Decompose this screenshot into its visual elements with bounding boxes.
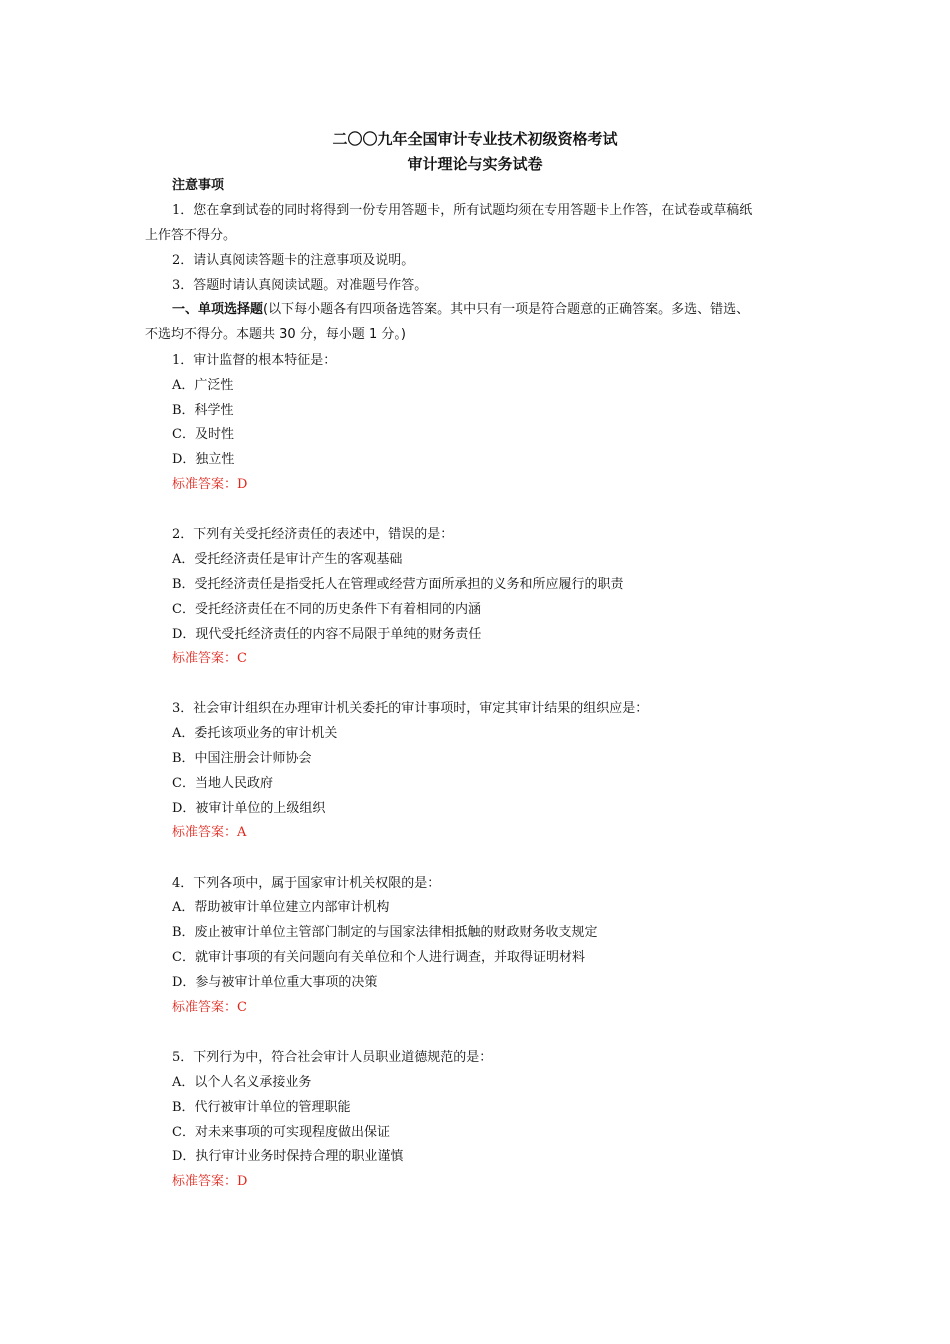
question-stem: 3．社会审计组织在办理审计机关委托的审计事项时，审定其审计结果的组织应是：	[172, 701, 649, 716]
answer-value: D	[237, 1174, 248, 1189]
answer-value: D	[237, 477, 248, 492]
exam-title: 二〇〇九年全国审计专业技术初级资格考试	[332, 130, 618, 148]
standard-answer	[172, 1000, 247, 1016]
question-stem: 1．审计监督的根本特征是：	[172, 353, 337, 368]
standard-answer	[172, 825, 246, 841]
question-stem: 5．下列行为中，符合社会审计人员职业道德规范的是：	[172, 1050, 493, 1065]
option: D．被审计单位的上级组织	[172, 801, 326, 816]
standard-answer	[172, 1174, 247, 1190]
option: C．当地人民政府	[172, 776, 273, 791]
option: B．科学性	[172, 403, 234, 418]
option: A．以个人名义承接业务	[172, 1075, 312, 1090]
option: A．广泛性	[172, 378, 234, 393]
answer-label: 标准答案：	[172, 825, 238, 840]
option: A．帮助被审计单位建立内部审计机构	[172, 900, 390, 915]
section-desc-cont: 不选均不得分。本题共 30 分，每小题 1 分。)	[145, 327, 406, 342]
exam-subtitle: 审计理论与实务试卷	[407, 155, 543, 173]
option: D．执行审计业务时保持合理的职业谨慎	[172, 1149, 404, 1164]
notice-item-1-cont: 上作答不得分。	[145, 228, 237, 243]
section-title: 一、单项选择题	[172, 302, 264, 317]
section-desc: (以下每小题各有四项备选答案。其中只有一项是符合题意的正确答案。多选、错选、	[263, 302, 750, 317]
option: C．就审计事项的有关问题向有关单位和个人进行调查，并取得证明材料	[172, 950, 585, 965]
option: B．代行被审计单位的管理职能	[172, 1100, 351, 1115]
answer-value: A	[237, 825, 247, 840]
option: C．对未来事项的可实现程度做出保证	[172, 1125, 390, 1140]
option: C．受托经济责任在不同的历史条件下有着相同的内涵	[172, 602, 481, 617]
answer-value: C	[237, 1000, 247, 1015]
option: A．委托该项业务的审计机关	[172, 726, 338, 741]
option: D．参与被审计单位重大事项的决策	[172, 975, 378, 990]
answer-value: C	[237, 651, 247, 666]
option: B．受托经济责任是指受托人在管理或经营方面所承担的义务和所应履行的职责	[172, 577, 624, 592]
option: D．独立性	[172, 452, 235, 467]
notice-heading: 注意事项	[172, 178, 225, 193]
option: B．中国注册会计师协会	[172, 751, 312, 766]
option: C．及时性	[172, 427, 234, 442]
option: A．受托经济责任是审计产生的客观基础	[172, 552, 403, 567]
section-header	[172, 302, 749, 318]
answer-label: 标准答案：	[172, 1174, 238, 1189]
standard-answer	[172, 651, 247, 667]
answer-label: 标准答案：	[172, 1000, 238, 1015]
notice-item-2: 2．请认真阅读答题卡的注意事项及说明。	[172, 253, 415, 268]
answer-label: 标准答案：	[172, 477, 238, 492]
option: B．废止被审计单位主管部门制定的与国家法律相抵触的财政财务收支规定	[172, 925, 598, 940]
standard-answer	[172, 477, 247, 493]
notice-item-1: 1．您在拿到试卷的同时将得到一份专用答题卡，所有试题均须在专用答题卡上作答，在试卷或草稿纸	[172, 203, 753, 218]
question-stem: 2．下列有关受托经济责任的表述中，错误的是：	[172, 527, 454, 542]
notice-item-3: 3．答题时请认真阅读试题。对准题号作答。	[172, 278, 428, 293]
answer-label: 标准答案：	[172, 651, 238, 666]
question-stem: 4．下列各项中，属于国家审计机关权限的是：	[172, 876, 441, 891]
option: D．现代受托经济责任的内容不局限于单纯的财务责任	[172, 627, 482, 642]
